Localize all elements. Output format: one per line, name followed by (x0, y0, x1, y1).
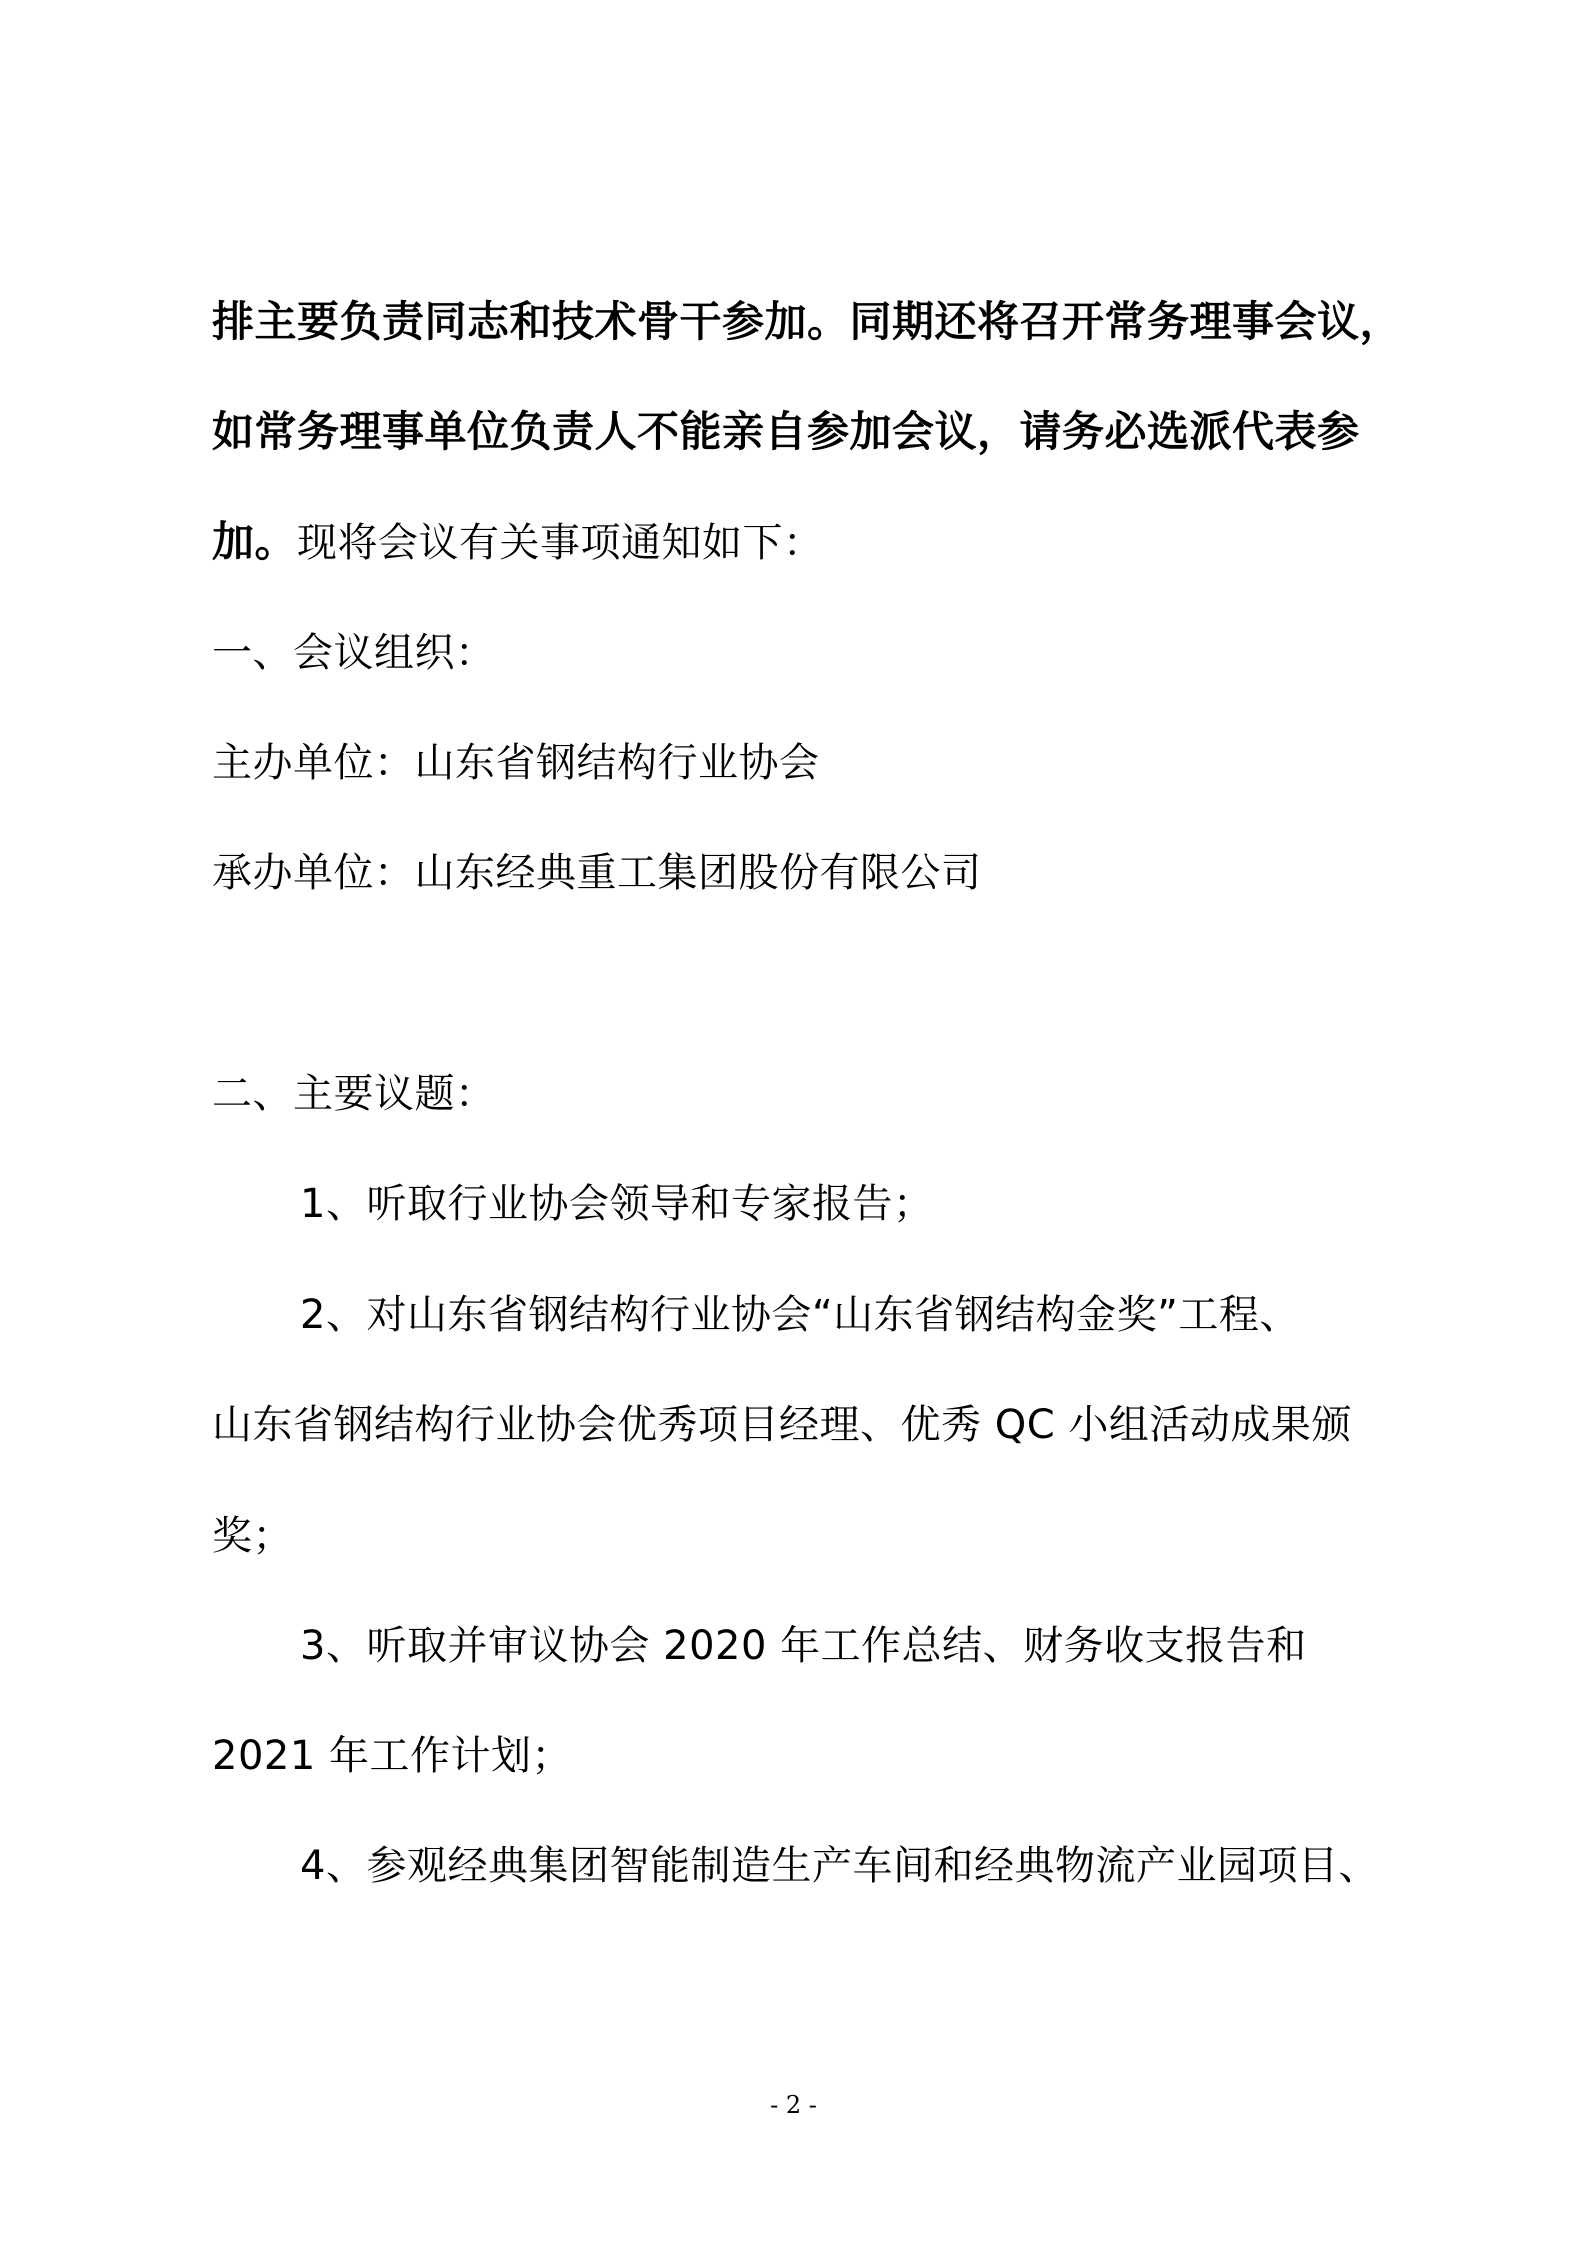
bold-text: 加。 (212, 517, 298, 566)
section-heading-topics: 二、主要议题： (212, 1071, 496, 1117)
list-item: 1、听取行业协会领导和专家报告； (300, 1181, 934, 1227)
list-item: 2、对山东省钢结构行业协会“山东省钢结构金奖”工程、 (300, 1292, 1300, 1338)
co-organizer-line: 承办单位：山东经典重工集团股份有限公司 (212, 850, 982, 896)
page-number: - 2 - (770, 2091, 817, 2119)
section-heading-organization: 一、会议组织： (212, 630, 496, 676)
list-item: 4、参观经典集团智能制造生产车间和经典物流产业园项目、 (300, 1843, 1379, 1889)
list-item-continuation: 山东省钢结构行业协会优秀项目经理、优秀 QC 小组活动成果颁 (212, 1402, 1352, 1448)
list-item: 3、听取并审议协会 2020 年工作总结、财务收支报告和 (300, 1623, 1307, 1669)
organizer-line: 主办单位：山东省钢结构行业协会 (212, 740, 820, 786)
list-item-continuation: 奖； (212, 1513, 293, 1559)
paragraph-line: 排主要负责同志和技术骨干参加。同期还将召开常务理事会议， (212, 297, 1403, 346)
paragraph-line (212, 514, 1402, 570)
paragraph-text: 现将会议有关事项通知如下： (297, 520, 824, 566)
list-item-continuation: 2021 年工作计划； (212, 1733, 573, 1779)
paragraph-line: 如常务理事单位负责人不能亲自参加会议，请务必选派代表参 (212, 407, 1360, 456)
